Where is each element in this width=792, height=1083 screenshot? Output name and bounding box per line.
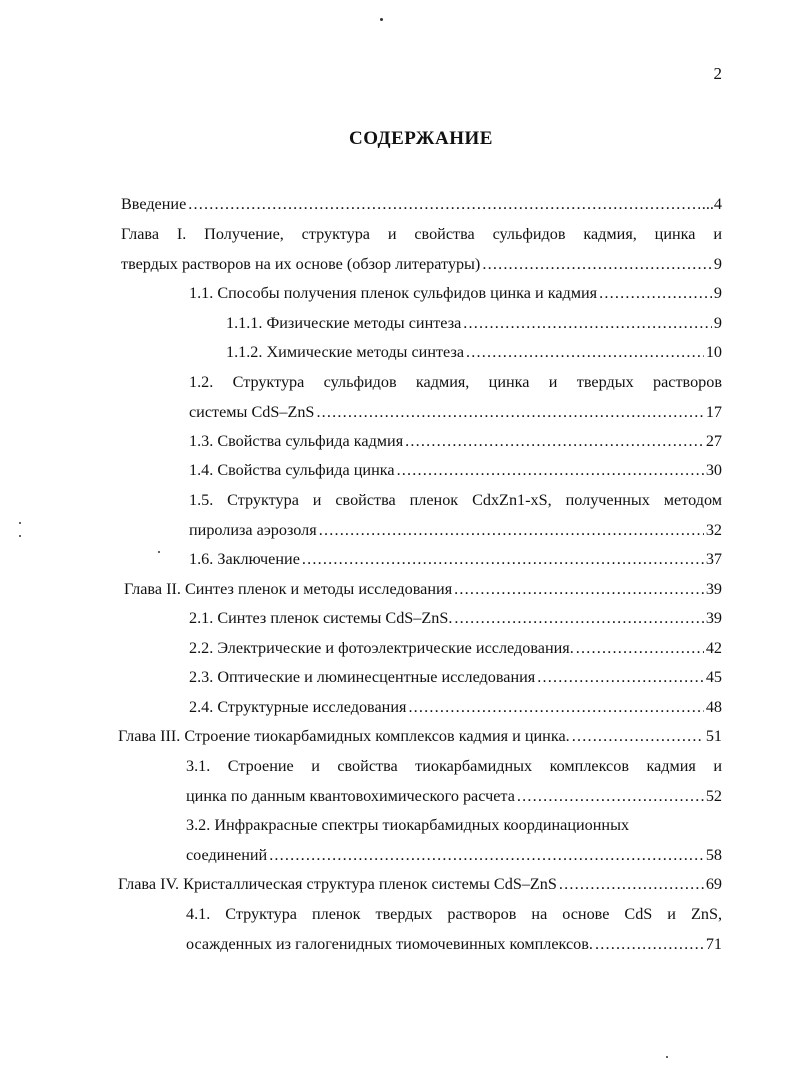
toc-page-number: 9: [713, 284, 722, 302]
toc-page-number: 9: [713, 254, 722, 273]
toc-entry-title-line-2: пиролиза аэрозоля: [189, 520, 317, 539]
toc-entry-3-2: [186, 811, 722, 870]
toc-page-number: 17: [705, 402, 722, 421]
toc-entry-title-line-1: 3.2. Инфракрасные спектры тиокарбамидных координационных: [186, 816, 630, 834]
toc-entry-chapter-3: [118, 722, 722, 752]
toc-entry-title-line-2: системы CdS–ZnS: [189, 402, 315, 421]
toc-entry-title: Глава III. Строение тиокарбамидных комплексов кадмия и цинка.: [118, 727, 570, 745]
toc-entry-title-line-1: 1.5. Структура и свойства пленок CdxZn1-xS, полученных методом: [189, 491, 722, 509]
toc-entry-title: 1.6. Заключение: [189, 550, 300, 568]
toc-page-number: 9: [713, 314, 722, 332]
dot-leader: [269, 841, 704, 871]
dot-leader: [576, 634, 704, 664]
toc-entry-title: 2.4. Структурные исследования: [189, 698, 407, 716]
toc-entry-chapter-2: [124, 575, 722, 605]
toc-entry-title: 1.1.2. Химические методы синтеза: [226, 343, 465, 361]
toc-entry-2-4: [189, 693, 722, 723]
toc-entry-title-line-2: осажденных из галогенидных тиомочевинных комплексов.: [186, 934, 593, 953]
dot-leader: [397, 456, 704, 486]
toc-page-number: 37: [705, 550, 722, 568]
toc-entry-2-1: [189, 604, 722, 634]
toc-entry-title-line-2: цинка по данным квантовохимического расчета: [186, 786, 515, 805]
toc-entry-title-line-1: 1.2. Структура сульфидов кадмия, цинка и твердых растворов: [189, 373, 722, 391]
toc-page-number: 52: [705, 786, 722, 805]
toc-page-number: 32: [705, 520, 722, 539]
toc-entry-3-1: [186, 752, 722, 811]
toc-entry-title: Глава II. Синтез пленок и методы исследования: [124, 580, 453, 598]
toc-entry-2-2: [189, 634, 722, 664]
toc-entry-1-5: [189, 486, 722, 545]
toc-entry-title-line-1: 3.1. Строение и свойства тиокарбамидных комплексов кадмия и: [186, 757, 722, 775]
dot-leader: [482, 250, 712, 280]
toc-entry-1-4: [189, 456, 722, 486]
toc-entry-title-line-2: твердых растворов на их основе (обзор литературы): [121, 254, 481, 273]
dot-leader: [319, 516, 704, 546]
toc-entry-1-1-2: [226, 338, 722, 368]
dot-leader: [302, 545, 704, 575]
dot-leader: [405, 427, 704, 457]
dot-leader: [599, 279, 712, 309]
dot-leader: [572, 722, 704, 752]
toc-entry-chapter-1: [121, 220, 722, 279]
toc-entry-title-line-2: соединений: [186, 845, 268, 864]
toc-entry-title: 1.3. Свойства сульфида кадмия: [189, 432, 404, 450]
scan-speck: [19, 535, 21, 537]
toc-entry-1-2: [189, 368, 722, 427]
toc-page-number: 58: [705, 845, 722, 864]
dot-leader: [408, 693, 703, 723]
dot-leader: [595, 930, 704, 960]
dot-leader: [454, 604, 703, 634]
toc-page-number: 71: [705, 934, 722, 953]
toc-entry-4-1: [186, 900, 722, 959]
page-number: 2: [713, 64, 722, 83]
toc-page-prefix: ...: [701, 195, 714, 213]
toc-page-number: 39: [705, 609, 722, 627]
scan-speck: [158, 551, 160, 553]
toc-entry-1-3: [189, 427, 722, 457]
toc-entry-introduction: [121, 190, 722, 220]
toc-page-number: 42: [705, 639, 722, 657]
toc-page-number: 48: [705, 698, 722, 716]
toc-entry-title: Введение: [121, 195, 187, 213]
toc-page-number: 10: [705, 343, 722, 361]
scan-speck: [666, 1056, 668, 1058]
scan-speck: [380, 18, 383, 21]
dot-leader: [316, 398, 703, 428]
dot-leader: [466, 338, 704, 368]
dot-leader: [454, 575, 704, 605]
toc-entry-2-3: [189, 663, 722, 693]
toc-page-number: 27: [705, 432, 722, 450]
dot-leader: [463, 309, 712, 339]
toc-entry-title: 2.1. Синтез пленок системы CdS–ZnS.: [189, 609, 453, 627]
toc-page-number: 39: [705, 580, 722, 598]
toc-entry-title: 1.1. Способы получения пленок сульфидов цинка и кадмия: [189, 284, 598, 302]
toc-entry-title: 2.3. Оптические и люминесцентные исследования: [189, 668, 536, 686]
toc-entry-chapter-4: [118, 870, 722, 900]
toc-page-number: 45: [705, 668, 722, 686]
toc-page-number: 4: [713, 195, 722, 213]
toc-page-number: 30: [705, 461, 722, 479]
dot-leader: [188, 190, 700, 220]
dot-leader: [517, 782, 704, 812]
page-title: СОДЕРЖАНИЕ: [349, 128, 493, 149]
toc-entry-title: Глава IV. Кристаллическая структура пленок системы CdS–ZnS: [118, 875, 557, 893]
toc-entry-1-6: [189, 545, 722, 575]
scan-speck: [19, 522, 21, 524]
toc-entry-title-line-1: Глава I. Получение, структура и свойства сульфидов кадмия, цинка и: [121, 225, 722, 243]
toc-entry-title: 2.2. Электрические и фотоэлектрические исследования.: [189, 639, 574, 657]
dot-leader: [559, 870, 704, 900]
toc-entry-1-1: [189, 279, 722, 309]
toc-page-number: 51: [705, 727, 722, 745]
toc-entry-title: 1.1.1. Физические методы синтеза: [226, 314, 462, 332]
toc-entry-title: 1.4. Свойства сульфида цинка: [189, 461, 395, 479]
toc-page-number: 69: [705, 875, 722, 893]
toc-entry-1-1-1: [226, 309, 722, 339]
dot-leader: [537, 663, 704, 693]
toc-entry-title-line-1: 4.1. Структура пленок твердых растворов на основе CdS и ZnS,: [186, 905, 722, 923]
